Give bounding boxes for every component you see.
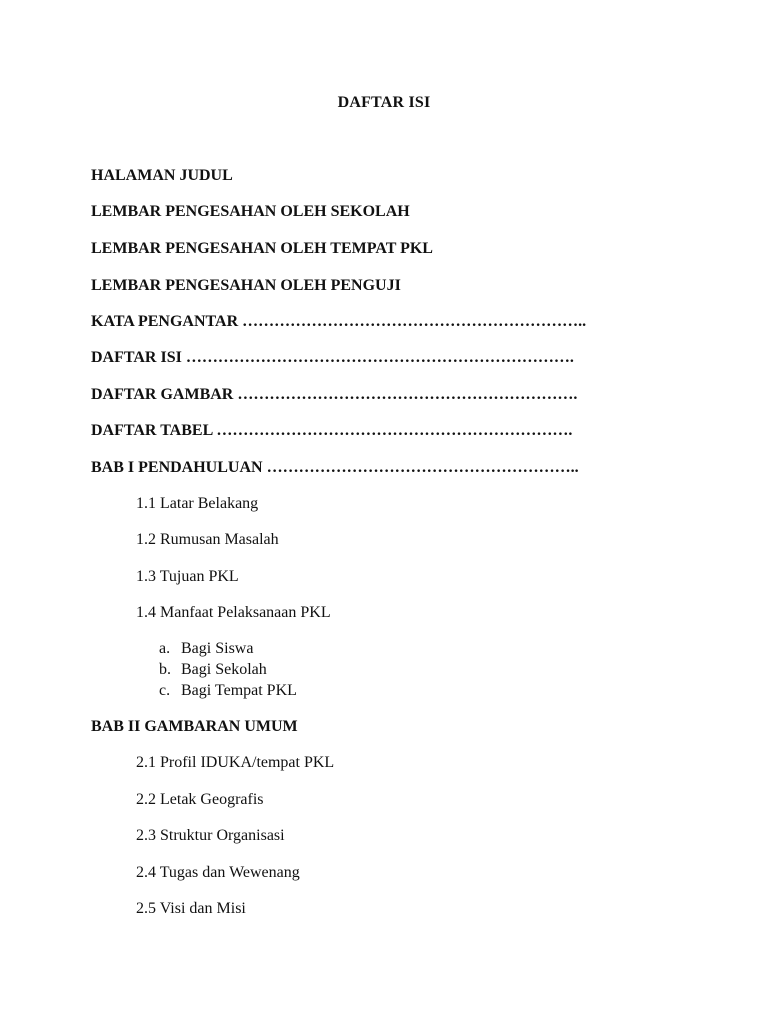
- toc-subentry-1-4: 1.4 Manfaat Pelaksanaan PKL: [136, 604, 331, 621]
- page-title: DAFTAR ISI: [337, 94, 431, 111]
- list-item-text: Bagi Sekolah: [181, 661, 267, 678]
- toc-subentry-1-1: 1.1 Latar Belakang: [136, 495, 259, 512]
- toc-entry-daftar-isi: DAFTAR ISI ……………………………………………………………….: [91, 349, 574, 366]
- toc-entry-pengesahan-penguji: LEMBAR PENGESAHAN OLEH PENGUJI: [91, 277, 401, 294]
- toc-subentry-2-2: 2.2 Letak Geografis: [136, 791, 264, 808]
- toc-entry-kata-pengantar: KATA PENGANTAR ………………………………………………………..: [91, 313, 587, 330]
- toc-subentry-2-3: 2.3 Struktur Organisasi: [136, 827, 285, 844]
- list-item-bagi-tempat-pkl: [159, 681, 297, 701]
- toc-entry-pengesahan-sekolah: LEMBAR PENGESAHAN OLEH SEKOLAH: [91, 203, 410, 220]
- list-item-bagi-siswa: [159, 639, 253, 659]
- toc-subentry-1-2: 1.2 Rumusan Masalah: [136, 531, 279, 548]
- toc-entry-pengesahan-tempat-pkl: LEMBAR PENGESAHAN OLEH TEMPAT PKL: [91, 240, 433, 257]
- list-item-text: Bagi Tempat PKL: [181, 682, 297, 699]
- list-item-bagi-sekolah: [159, 660, 267, 680]
- toc-entry-halaman-judul: HALAMAN JUDUL: [91, 167, 233, 184]
- toc-entry-bab-1: BAB I PENDAHULUAN …………………………………………………..: [91, 459, 579, 476]
- toc-entry-daftar-tabel: DAFTAR TABEL ………………………………………………………….: [91, 422, 573, 439]
- toc-entry-bab-2: BAB II GAMBARAN UMUM: [91, 718, 298, 735]
- list-marker: a.: [159, 640, 171, 657]
- list-item-text: Bagi Siswa: [181, 640, 254, 657]
- toc-subentry-2-5: 2.5 Visi dan Misi: [136, 900, 246, 917]
- toc-subentry-1-3: 1.3 Tujuan PKL: [136, 568, 239, 585]
- list-marker: b.: [159, 661, 171, 678]
- toc-subentry-2-1: 2.1 Profil IDUKA/tempat PKL: [136, 754, 335, 771]
- list-marker: c.: [159, 682, 171, 699]
- toc-entry-daftar-gambar: DAFTAR GAMBAR ……………………………………………………….: [91, 386, 578, 403]
- toc-subentry-2-4: 2.4 Tugas dan Wewenang: [136, 864, 300, 881]
